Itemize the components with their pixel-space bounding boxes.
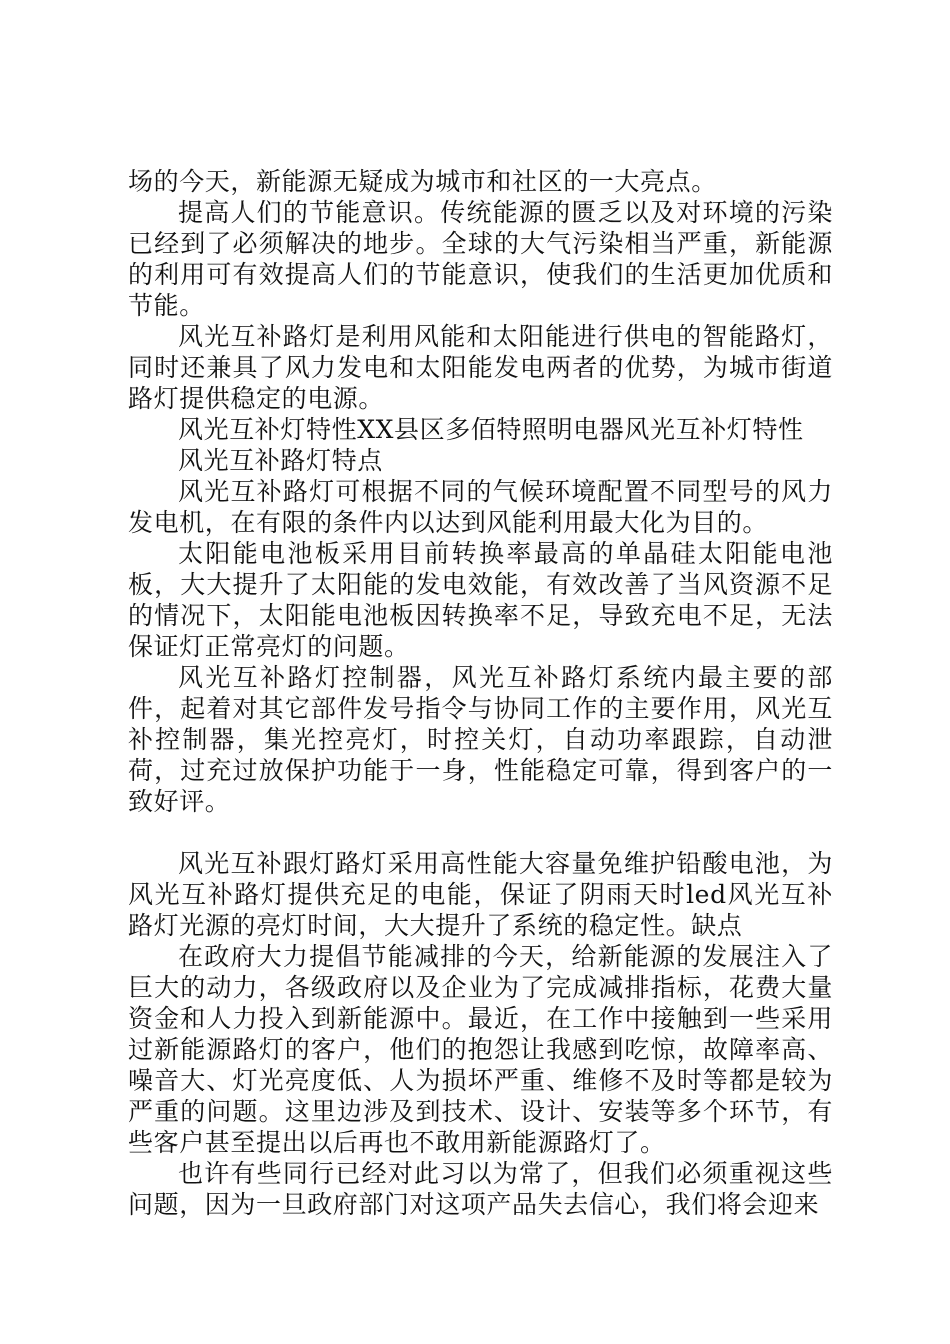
paragraph-continuation: 场的今天，新能源无疑成为城市和社区的一大亮点。 bbox=[128, 167, 717, 196]
document-body bbox=[128, 166, 833, 1220]
paragraph-controller: 风光互补路灯控制器，风光互补路灯系统内最主要的部件，起着对其它部件发号指令与协同工作的主要作用，风光互补控制器，集光控亮灯，时控关灯，自动功率跟踪，自动泄荷，过充过放保护功能于一身，性能稳定可靠，得到客户的一致好评。 bbox=[128, 663, 833, 816]
paragraph-energy-awareness: 提高人们的节能意识。传统能源的匮乏以及对环境的污染已经到了必须解决的地步。全球的大气污染相当严重，新能源的利用可有效提高人们的节能意识，使我们的生活更加优质和节能。 bbox=[128, 198, 833, 320]
paragraph-heading-features: 风光互补灯特性XX县区多佰特照明电器风光互补灯特性 bbox=[178, 415, 804, 444]
paragraph-solar-panel: 太阳能电池板采用目前转换率最高的单晶硅太阳能电池板，大大提升了太阳能的发电效能，有效改善了当风资源不足的情况下，太阳能电池板因转换率不足，导致充电不足，无法保证灯正常亮灯的问题。 bbox=[128, 539, 833, 661]
paragraph-battery: 风光互补跟灯路灯采用高性能大容量免维护铅酸电池，为风光互补路灯提供充足的电能，保证了阴雨天时led风光互补路灯光源的亮灯时间，大大提升了系统的稳定性。缺点 bbox=[128, 849, 833, 940]
paragraph-subheading-characteristics: 风光互补路灯特点 bbox=[178, 446, 383, 475]
paragraph-government-policy: 在政府大力提倡节能减排的今天，给新能源的发展注入了巨大的动力，各级政府以及企业为了完成减排指标，花费大量资金和人力投入到新能源中。最近，在工作中接触到一些采用过新能源路灯的客户，他们的抱怨让我感到吃惊，故障率高、噪音大、灯光亮度低、人为损坏严重、维修不及时等都是较为严重的问题。这里边涉及到技术、设计、安装等多个环节，有些客户甚至提出以后再也不敢用新能源路灯了。 bbox=[128, 942, 833, 1157]
paragraph-wind-generator: 风光互补路灯可根据不同的气候环境配置不同型号的风力发电机，在有限的条件内以达到风能利用最大化为目的。 bbox=[128, 477, 833, 537]
blank-line bbox=[128, 817, 833, 848]
paragraph-industry-concern: 也许有些同行已经对此习以为常了，但我们必须重视这些问题，因为一旦政府部门对这项产品失去信心，我们将会迎来 bbox=[128, 1159, 833, 1219]
paragraph-hybrid-streetlight: 风光互补路灯是利用风能和太阳能进行供电的智能路灯，同时还兼具了风力发电和太阳能发电两者的优势，为城市街道路灯提供稳定的电源。 bbox=[128, 322, 833, 413]
